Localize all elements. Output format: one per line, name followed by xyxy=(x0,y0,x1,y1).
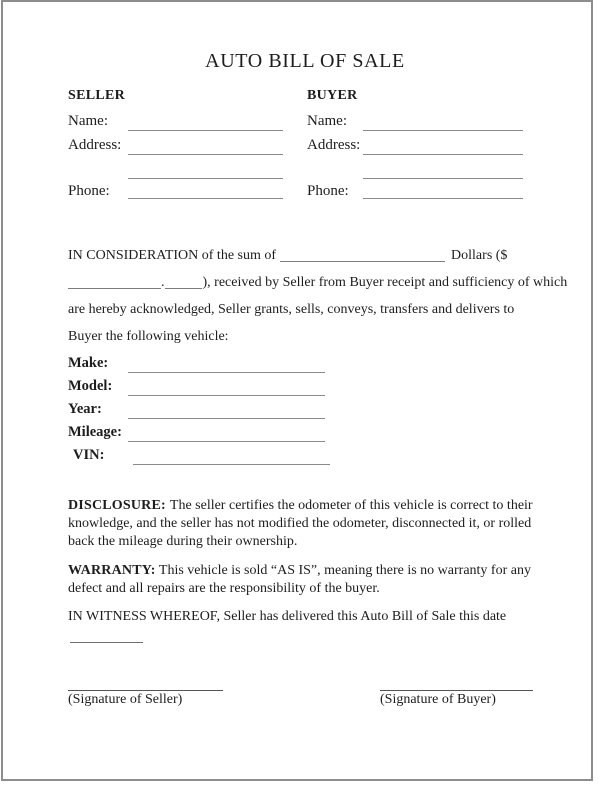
buyer-column xyxy=(307,88,523,201)
seller-phone-input[interactable] xyxy=(128,181,283,199)
seller-name-label: Name: xyxy=(68,113,108,129)
buyer-address-input[interactable] xyxy=(363,133,523,155)
seller-heading: SELLER xyxy=(68,88,126,103)
seller-signature-block xyxy=(68,690,223,708)
disclosure-text: The seller certifies the odometer of this vehicle is correct to their knowledge, and the seller has not modified the odometer, disconnected it, or rolled back the mileage during their ownership. xyxy=(68,498,533,549)
make-row xyxy=(68,352,325,375)
consideration-paragraph xyxy=(68,242,568,350)
disclosure-paragraph xyxy=(68,497,542,551)
year-row xyxy=(68,398,325,421)
buyer-address2-row xyxy=(307,157,523,181)
amount-dollars-input[interactable] xyxy=(68,288,161,289)
seller-column xyxy=(68,88,283,201)
model-input[interactable] xyxy=(128,375,325,396)
model-row xyxy=(68,375,325,398)
seller-name-input[interactable] xyxy=(128,109,283,131)
decimal-point: . xyxy=(161,275,165,290)
model-label: Model: xyxy=(68,378,113,394)
buyer-signature-input[interactable] xyxy=(380,690,533,691)
page-title: AUTO BILL OF SALE xyxy=(205,50,405,72)
seller-address-input[interactable] xyxy=(128,133,283,155)
warranty-heading: WARRANTY: xyxy=(68,563,156,578)
vin-input[interactable] xyxy=(133,444,330,465)
seller-address2-spacer xyxy=(68,157,128,181)
seller-name-row xyxy=(68,109,283,133)
buyer-name-row xyxy=(307,109,523,133)
year-input[interactable] xyxy=(128,398,325,419)
amount-cents-input[interactable] xyxy=(165,288,202,289)
seller-phone-row xyxy=(68,181,283,201)
buyer-signature-label: (Signature of Buyer) xyxy=(380,692,496,707)
vin-row xyxy=(68,444,325,467)
buyer-address-row xyxy=(307,133,523,157)
buyer-address-label: Address: xyxy=(307,137,361,153)
date-input[interactable] xyxy=(70,627,143,643)
document-page xyxy=(1,0,593,781)
seller-phone-label: Phone: xyxy=(68,183,110,199)
consideration-line1-text: IN CONSIDERATION of the sum of xyxy=(68,248,277,263)
warranty-paragraph xyxy=(68,562,542,598)
consideration-line2 xyxy=(68,269,568,296)
buyer-phone-label: Phone: xyxy=(307,183,349,199)
consideration-line2-text: ), received by Seller from Buyer receipt and sufficiency of which xyxy=(202,275,568,290)
parties-section xyxy=(68,88,523,201)
buyer-name-label: Name: xyxy=(307,113,347,129)
vin-label: VIN: xyxy=(73,447,105,463)
seller-address2-row xyxy=(68,157,283,181)
buyer-heading: BUYER xyxy=(307,88,358,103)
amount-words-input[interactable] xyxy=(280,261,445,262)
consideration-line3-text: are hereby acknowledged, Seller grants, sells, conveys, transfers and delivers to xyxy=(68,302,515,317)
consideration-line4-text: Buyer the following vehicle: xyxy=(68,329,229,344)
seller-address-label: Address: xyxy=(68,137,122,153)
seller-signature-label: (Signature of Seller) xyxy=(68,692,183,707)
seller-signature-input[interactable] xyxy=(68,690,223,691)
buyer-phone-row xyxy=(307,181,523,201)
seller-address-row xyxy=(68,133,283,157)
vehicle-section xyxy=(68,352,325,467)
buyer-phone-input[interactable] xyxy=(363,181,523,199)
mileage-input[interactable] xyxy=(128,421,325,442)
buyer-address2-input[interactable] xyxy=(363,157,523,179)
warranty-text: This vehicle is sold “AS IS”, meaning there is no warranty for any defect and all repairs are the responsibility of the buyer. xyxy=(68,563,531,596)
witness-clause: IN WITNESS WHEREOF, Seller has delivered this Auto Bill of Sale this date xyxy=(68,609,507,624)
year-label: Year: xyxy=(68,401,102,417)
signatures-section xyxy=(68,690,542,735)
buyer-name-input[interactable] xyxy=(363,109,523,131)
mileage-label: Mileage: xyxy=(68,424,122,440)
seller-address2-input[interactable] xyxy=(128,157,283,179)
mileage-row xyxy=(68,421,325,444)
buyer-signature-block xyxy=(380,690,533,708)
disclosure-heading: DISCLOSURE: xyxy=(68,498,166,513)
consideration-line1 xyxy=(68,242,542,269)
make-input[interactable] xyxy=(128,352,325,373)
buyer-address2-spacer xyxy=(307,157,363,181)
make-label: Make: xyxy=(68,355,109,371)
consideration-dollars-text: Dollars ($ xyxy=(451,248,508,263)
